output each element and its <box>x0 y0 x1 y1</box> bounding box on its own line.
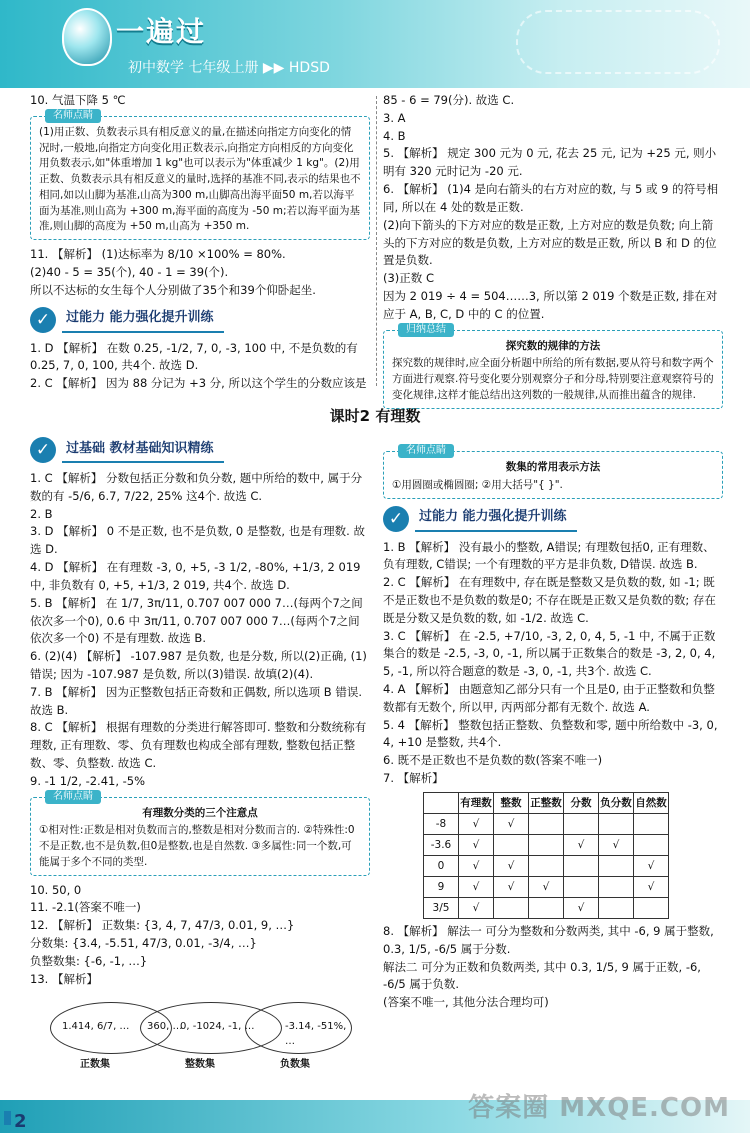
answer-line: 1. D 【解析】 在数 0.25, -1/2, 7, 0, -3, 100 中, 不是负数的有 0.25, 7, 0, 100, 共4个. 故选 D. <box>30 340 358 373</box>
table-cell <box>599 855 634 876</box>
tip-text: 探究数的规律时,应全面分析题中所给的所有数据,要从符号和数字两个方面进行观察.符号变化要分别观察分子和分母,特别要注意观察符号的变化规律,这样才能总结出这列数的一般规律,从而推出蕴含的规律. <box>392 357 714 401</box>
answer-line: 11. -2.1(答案不唯一) <box>30 900 141 915</box>
answer-line: (2)40 - 5 = 35(个), 40 - 1 = 39(个). <box>30 264 229 279</box>
tip-text: ①用圆圈或椭圆圈; ②用大括号"{ }". <box>392 478 563 491</box>
answer-line: 13. 【解析】 <box>30 971 98 986</box>
answer-line: 6. (2)(4) 【解析】 -107.987 是负数, 也是分数, 所以(2)正确, (1)错误; 因为 -107.987 是负数, 所以(3)错误. 故填(2)(4). <box>30 649 367 681</box>
answer-line: 2. B <box>30 506 53 521</box>
answer-line: 6. 既不是正数也不是负数的数(答案不唯一) <box>383 753 603 768</box>
answer-line: 1. C 【解析】 分数包括正分数和负分数, 题中所给的数中, 属于分数的有 -5/6, 6.7, 7/22, 25% 这4个. 故选 C. <box>30 471 363 503</box>
answer-line: 12. 【解析】 正数集: {3, 4, 7, 47/3, 0.01, 9, …} <box>30 918 295 933</box>
decoration-icon <box>516 10 720 74</box>
table-cell: -8 <box>424 813 459 834</box>
section-band <box>383 505 723 533</box>
table-cell: √ <box>564 834 599 855</box>
answer-line: 10. 50, 0 <box>30 882 82 897</box>
table-header-row <box>424 792 669 813</box>
venn-text: 0, -1024, -1, … <box>180 1020 255 1032</box>
answer-line: 7. 【解析】 <box>383 771 444 786</box>
table-cell <box>529 855 564 876</box>
table-header: 正整数 <box>529 792 564 813</box>
table-header <box>424 792 459 813</box>
answer-line: 4. A 【解析】 由题意知乙部分只有一个且是0, 由于正整数和负整数都有无数个, 所以甲, 丙两部分都有无数个. 故选 A. <box>383 682 715 714</box>
answer-line: 3. C 【解析】 在 -2.5, +7/10, -3, 2, 0, 4, 5, -1 中, 不属于正数集合的数是 -2.5, -3, 0, -1, 所以属于正数集合的数是 -3, 2, 0, 4, 5, -1, 所以符合题意的数是 -3, 0, -1, 共3个. 故选 C. <box>383 628 716 679</box>
venn-text: 360, … <box>147 1020 183 1032</box>
section-title: 过基础 教材基础知识精练 <box>62 437 224 463</box>
lesson-title: 课时2 有理数 <box>329 407 421 425</box>
check-icon: ✓ <box>30 307 56 333</box>
answer-line: (答案不唯一, 其他分法合理均可) <box>383 995 549 1010</box>
table-header: 有理数 <box>459 792 494 813</box>
answer-line: 解法二 可分为正数和负数两类, 其中 0.3, 1/5, 9 属于正数, -6, -6/5 属于负数. <box>383 959 701 992</box>
table-cell <box>599 876 634 897</box>
classification-table <box>423 792 669 919</box>
table-row <box>424 834 669 855</box>
table-cell <box>529 813 564 834</box>
section-title: 过能力 能力强化提升训练 <box>62 306 224 332</box>
watermark: 答案圈 MXQE.COM <box>468 1093 730 1123</box>
table-header: 自然数 <box>634 792 669 813</box>
table-cell: √ <box>494 855 529 876</box>
table-cell: √ <box>459 813 494 834</box>
table-cell: √ <box>494 876 529 897</box>
table-cell: √ <box>459 834 494 855</box>
tip-box <box>30 790 370 876</box>
table-cell <box>529 897 564 918</box>
venn-label: 整数集 <box>185 1058 215 1070</box>
section-band <box>30 436 370 464</box>
table-cell <box>494 897 529 918</box>
answer-line: 8. C 【解析】 根据有理数的分类进行解答即可. 整数和分数统称有理数, 正有理数、零、负有理数也构成全部有理数, 整数包括正整数、零、负整数. 故选 C. <box>30 720 367 770</box>
table-header: 分数 <box>564 792 599 813</box>
check-icon: ✓ <box>30 437 56 463</box>
answer-line: 3. A <box>383 110 406 125</box>
tip-title: 有理数分类的三个注意点 <box>142 806 258 819</box>
venn-label: 负数集 <box>280 1058 310 1070</box>
answer-line: 因为 2 019 ÷ 4 = 504……3, 所以第 2 019 个数是正数, 排在对应于 A, B, C, D 中的 C 的位置. <box>383 288 718 321</box>
tip-box <box>383 323 723 409</box>
tip-text: ①相对性:正数是相对负数而言的,整数是相对分数而言的. ②特殊性:0不是正数,也不是负数,但0是整数,也是自然数. ③多属性:同一个数,可能属于多个不同的类型. <box>39 824 355 868</box>
table-header: 负分数 <box>599 792 634 813</box>
tip-label: 归纳总结 <box>398 323 454 337</box>
answer-line: 6. 【解析】 (1)4 是向右箭头的右方对应的数, 与 5 或 9 的符号相同, 所以在 4 处的数是正数. <box>383 182 719 214</box>
section-title: 过能力 能力强化提升训练 <box>415 505 577 531</box>
answer-line: 9. -1 1/2, -2.41, -5% <box>30 773 146 788</box>
balloon-logo-icon <box>62 8 112 66</box>
venn-label: 正数集 <box>80 1058 110 1070</box>
page-marker-icon <box>4 1111 11 1125</box>
table-row <box>424 897 669 918</box>
section-band <box>30 306 370 334</box>
table-row <box>424 813 669 834</box>
upper-right-column <box>383 92 723 415</box>
answer-line: 5. B 【解析】 在 1/7, 3π/11, 0.707 007 000 7…(每两个7之间依次多一个0), 0.6 中 3π/11, 0.707 007 000 7…(每两个7之间依次多一个0) 不是有理数. 故选 B. <box>30 595 363 646</box>
answer-line: 3. D 【解析】 0 不是正数, 也不是负数, 0 是整数, 也是有理数. 故选 D. <box>30 524 365 557</box>
answer-line: 分数集: {3.4, -5.51, 47/3, 0.01, -3/4, …} <box>30 936 257 951</box>
table-cell: 0 <box>424 855 459 876</box>
venn-text: -3.14, -51%, … <box>285 1020 347 1047</box>
answer-line: 10. 气温下降 5 ℃ <box>30 93 126 107</box>
table-cell: √ <box>459 897 494 918</box>
answer-line: (3)正数 C <box>383 271 434 286</box>
table-cell: -3.6 <box>424 834 459 855</box>
table-cell: √ <box>529 876 564 897</box>
answer-line: 85 - 6 = 79(分). 故选 C. <box>383 93 515 107</box>
table-cell: √ <box>494 813 529 834</box>
page-header <box>0 0 750 88</box>
table-cell: √ <box>564 897 599 918</box>
table-cell: 9 <box>424 876 459 897</box>
answer-line: (2)向下箭头的下方对应的数是正数, 上方对应的数是负数; 向上箭头的下方对应的数是负数, 上方对应的数是正数, 所以 B 和 D 的位置是负数. <box>383 217 717 268</box>
answer-line: 5. 【解析】 规定 300 元为 0 元, 花去 25 元, 记为 +25 元, 则小明有 320 元时记为 -20 元. <box>383 146 717 179</box>
table-cell <box>494 834 529 855</box>
answer-line: 所以不达标的女生每个人分别做了35个和39个仰卧起坐. <box>30 282 316 297</box>
table-cell: √ <box>459 855 494 876</box>
tip-box <box>383 445 723 499</box>
table-row <box>424 855 669 876</box>
tip-text: (1)用正数、负数表示具有相反意义的量,在描述向指定方向变化的情况时,一般地,向指定方向变化用正数表示,向指定方向相反的方向变化用负数表示,如"体重增加 1 kg"也可以表示为"体重减少 1 kg"。(2)用正数、负数表示具有相反意义的量时,选择的基准不同,表示的结果也不相同,如以山脚为基准,山高为300 m,山脚高出海平面50 m,若以海平面为基准,则山高为 +300 m,海平面的高度为 -50 m;若以海平面为基准,则山脚的高度为 +50 m,山高为 +350 m. <box>39 125 361 233</box>
answer-line: 负整数集: {-6, -1, …} <box>30 953 148 968</box>
tip-title: 数集的常用表示方法 <box>505 461 601 473</box>
tip-label: 名师点睛 <box>398 444 454 458</box>
tip-label: 名师点睛 <box>45 790 101 804</box>
table-cell: √ <box>634 855 669 876</box>
book-subtitle: 初中数学 七年级上册 ▶▶ HDSD <box>128 60 330 76</box>
tip-box <box>30 109 370 240</box>
answer-line: 1. B 【解析】 没有最小的整数, A错误; 有理数包括0, 正有理数、负有理数, C错误; 一个有理数的平方是非负数, D错误. 故选 B. <box>383 539 715 572</box>
table-cell <box>564 855 599 876</box>
lower-left-column <box>30 430 370 1077</box>
column-divider <box>376 96 377 386</box>
lower-right-column <box>383 445 723 1012</box>
check-icon: ✓ <box>383 506 409 532</box>
table-cell: √ <box>599 834 634 855</box>
table-cell <box>564 876 599 897</box>
venn-diagram <box>50 997 350 1077</box>
answer-line: 11. 【解析】 (1)达标率为 8/10 ×100% = 80%. <box>30 247 286 262</box>
page-number: 2 <box>14 1111 27 1132</box>
brand-title: 一遍过 <box>116 15 207 48</box>
table-header: 整数 <box>494 792 529 813</box>
table-cell <box>634 813 669 834</box>
answer-line: 5. 4 【解析】 整数包括正整数、负整数和零, 题中所给数中 -3, 0, 4, +10 是整数, 共4个. <box>383 717 718 750</box>
table-cell <box>634 897 669 918</box>
tip-label: 名师点睛 <box>45 109 101 123</box>
answer-line: 8. 【解析】 解法一 可分为整数和分数两类, 其中 -6, 9 属于整数, 0.3, 1/5, -6/5 属于分数. <box>383 923 714 956</box>
answer-line: 4. B <box>383 128 406 143</box>
table-cell: √ <box>634 876 669 897</box>
answer-line: 7. B 【解析】 因为正整数包括正奇数和正偶数, 所以选项 B 错误. 故选 B. <box>30 684 362 717</box>
table-cell <box>634 834 669 855</box>
table-row <box>424 876 669 897</box>
venn-text: 1.414, 6/7, … <box>62 1020 130 1032</box>
answer-line: 2. C 【解析】 在有理数中, 存在既是整数又是负数的数, 如 -1; 既不是正数也不是负数的数是0; 不存在既是正数又是负数的数; 存在既是分数又是负数的数, 如 -1/2. 故选 C. <box>383 575 716 625</box>
answer-line: 2. C 【解析】 因为 88 分记为 +3 分, 所以这个学生的分数应该是 <box>30 376 367 391</box>
upper-left-column <box>30 92 370 393</box>
table-cell: √ <box>459 876 494 897</box>
table-cell <box>599 813 634 834</box>
answer-line: 4. D 【解析】 在有理数 -3, 0, +5, -3 1/2, -80%, +1/3, 2 019 中, 非负数有 0, +5, +1/3, 2 019, 共4个. 故选 D. <box>30 560 361 592</box>
table-cell <box>529 834 564 855</box>
table-cell: 3/5 <box>424 897 459 918</box>
table-cell <box>564 813 599 834</box>
table-cell <box>599 897 634 918</box>
tip-title: 探究数的规律的方法 <box>505 339 601 352</box>
